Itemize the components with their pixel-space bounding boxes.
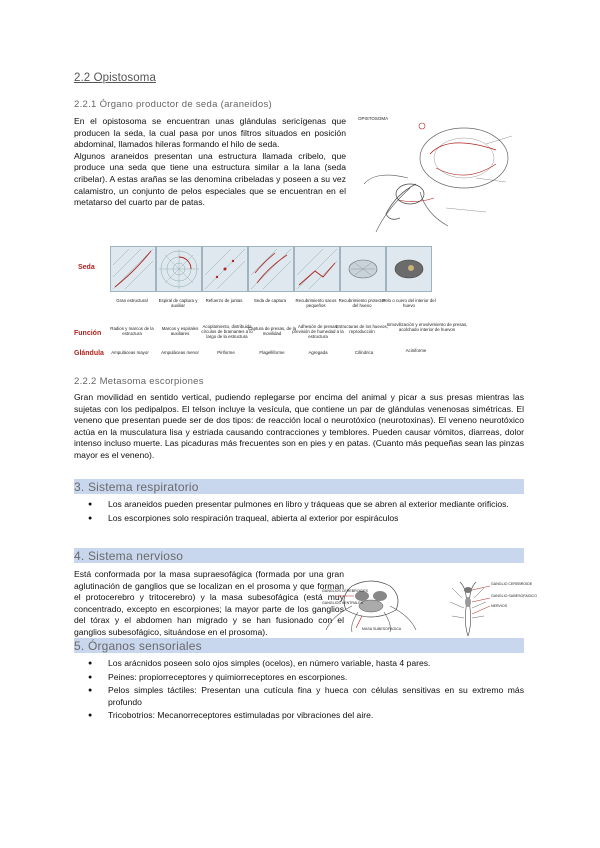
- paragraph: Algunos araneidos presentan una estructura llamada cribelo, que produce una seda que tiene una estructura similar a la lana (seda cribelar). A estas arañas se las denomina cribeladas y poseen a su vez calamistro, un conjunto de pelos especiales que se encuentran en el metatarso del cuarto par de patas.: [74, 150, 346, 208]
- fig-label: GANGLIO SUBESOFAGICO: [491, 594, 537, 598]
- list-item: ● Los arácnidos poseen solo ojos simples (ocelos), en número variable, hasta 4 pares.: [74, 658, 524, 670]
- seda-caption: Refuerzo de juntas: [205, 298, 243, 303]
- paragraph: Gran movilidad en sentido vertical, pudiendo replegarse por encima del animal y picar a sus presas mientras las sujetas con los pedipalpos. El telson incluye la vesícula, que contiene un par de glándulas venenosas simétricas. El veneno que presentan puede ser de dos tipos: de reacción local o neurotóxico (neurotoxinas). El veneno neurotóxico actúa en la musculatura lisa y estriada causando contracciones y temblores. Pueden causar vómitos, diarreas, dolor intenso incluso muerte. Las picaduras más frecuentes son en pies y en patas. (Cuanto más pequeñas sean las pinzas mayor es el veneno).: [74, 392, 524, 460]
- fig-label: GANGLIOS CEREBROIDES: [322, 589, 368, 593]
- section-4-title: 4. Sistema nervioso: [74, 549, 184, 563]
- fig-label: MASA SUBESOFAGICA: [362, 627, 402, 631]
- funcion-caption: Acoplamiento, distribuida círculos de bramantes a lo largo de la estructura: [201, 324, 253, 340]
- nervous-system-figure-spider: [322, 576, 420, 632]
- seda-caption: Gran estructural: [116, 298, 148, 303]
- silk-types-table: [74, 244, 524, 364]
- paragraph: Está conformada por la masa supraesofágica (formada por una gran aglutinación de ganglios que se localizan en el prosoma y que forman el protocerebro y tritocerebro) y la masa subesofágica (está muy concentrado, excepto en escorpiones; la mayor parte de los ganglios del tórax y el abdomen han migrado y se han fusionado con el ganglios subesofágico, situándose en el prosoma).: [74, 569, 344, 637]
- section-3-title: 3. Sistema respiratorio: [74, 480, 199, 494]
- section-3-header: [74, 479, 524, 494]
- glandula-caption: Piriforme: [217, 350, 235, 355]
- web-cell: [110, 246, 156, 292]
- list-item: ● Tricobotrios: Mecanorreceptores estimuladas por vibraciones del aire.: [74, 710, 524, 722]
- section-4-text: [74, 569, 344, 639]
- funcion-caption: Radios y marcos de la estructura: [110, 326, 154, 337]
- section-2-2-title: 2.2 Opistosoma: [74, 72, 156, 84]
- list-item: ● Los escorpiones solo respiración traqueal, abierta al exterior por espiráculos: [74, 513, 524, 525]
- seda-caption: Recubrimiento sacos pequeños: [295, 298, 337, 309]
- section-2-2-2-title: 2.2.2 Metasoma escorpiones: [74, 376, 204, 387]
- web-cell: [294, 246, 340, 292]
- funcion-caption: Adhesión de presas, previsión de humedad a la estructura: [292, 324, 344, 340]
- seda-caption: Espiral de captura y auxiliar: [158, 298, 198, 309]
- section-2-2-2-text: [74, 392, 524, 462]
- glandula-caption: Ampuláceas mayor: [111, 350, 149, 355]
- section-5-header: [74, 638, 524, 653]
- figure-label: OPISTOSOMA: [358, 116, 389, 121]
- funcion-caption: Estructuras de los huevos, reproducción: [336, 324, 388, 335]
- section-2-2-1-title: 2.2.1 Órgano productor de seda (araneidos): [74, 99, 272, 110]
- list-item: ● Pelos simples táctiles: Presentan una cutícula fina y hueca con células sensitivas en su extremo más profundo: [74, 685, 524, 708]
- funcion-caption: Inmovilización y envolvimiento de presas, acolchado interior de huevos: [386, 322, 468, 333]
- section-5-title: 5. Órganos sensoriales: [74, 639, 202, 653]
- paragraph: En el opistosoma se encuentran unas glándulas sericígenas que producen la seda, la cual pasa por unos filtros situados en posición abdominal, llamados hileras formando el hilo de seda.: [74, 116, 346, 150]
- list-item: ● Los araneidos pueden presentar pulmones en libro y tráqueas que se abren al exterior mediante orificios.: [74, 499, 524, 511]
- row-label-funcion: Función: [74, 330, 102, 337]
- seda-caption: Seda de captura: [253, 298, 287, 303]
- web-cell: [248, 246, 294, 292]
- section-2-2-1-text: [74, 116, 346, 209]
- web-cell: [386, 246, 432, 292]
- glandula-caption: Aciniforme: [405, 348, 427, 353]
- seda-caption: Recubrimiento protector del huevo: [338, 298, 386, 309]
- list-item: ● Peines: propiorreceptores y quimiorreceptores en escorpiones.: [74, 672, 524, 684]
- section-4-header: [74, 548, 524, 563]
- glandula-caption: Flagelliforme: [259, 350, 285, 355]
- fig-label: GANGLIOS VENTRALES: [322, 601, 364, 605]
- glandula-caption: Cilíndrica: [354, 350, 374, 355]
- glandula-caption: Agregada: [308, 350, 328, 355]
- web-cell: [202, 246, 248, 292]
- section-5-list: [74, 658, 524, 724]
- fig-label: NERVIOS: [491, 604, 508, 608]
- web-cell: [340, 246, 386, 292]
- opisthosoma-anatomy-figure: [356, 114, 516, 240]
- row-label-seda: Seda: [78, 264, 95, 271]
- section-3-list: [74, 499, 524, 526]
- funcion-caption: Captura de presas, de la movilidad: [247, 326, 297, 337]
- row-label-glandula: Glándula: [74, 350, 104, 357]
- nervous-system-figure-scorpion: [446, 578, 537, 638]
- funcion-caption: Marcos y espirales auxiliares: [161, 326, 199, 337]
- fig-label: GANGLIO CEREBROIDE: [491, 582, 533, 586]
- web-cell: [156, 246, 202, 292]
- seda-caption: Pelo o cuero del interior del huevo: [382, 298, 436, 309]
- glandula-caption: Ampuláceas menor: [161, 350, 199, 355]
